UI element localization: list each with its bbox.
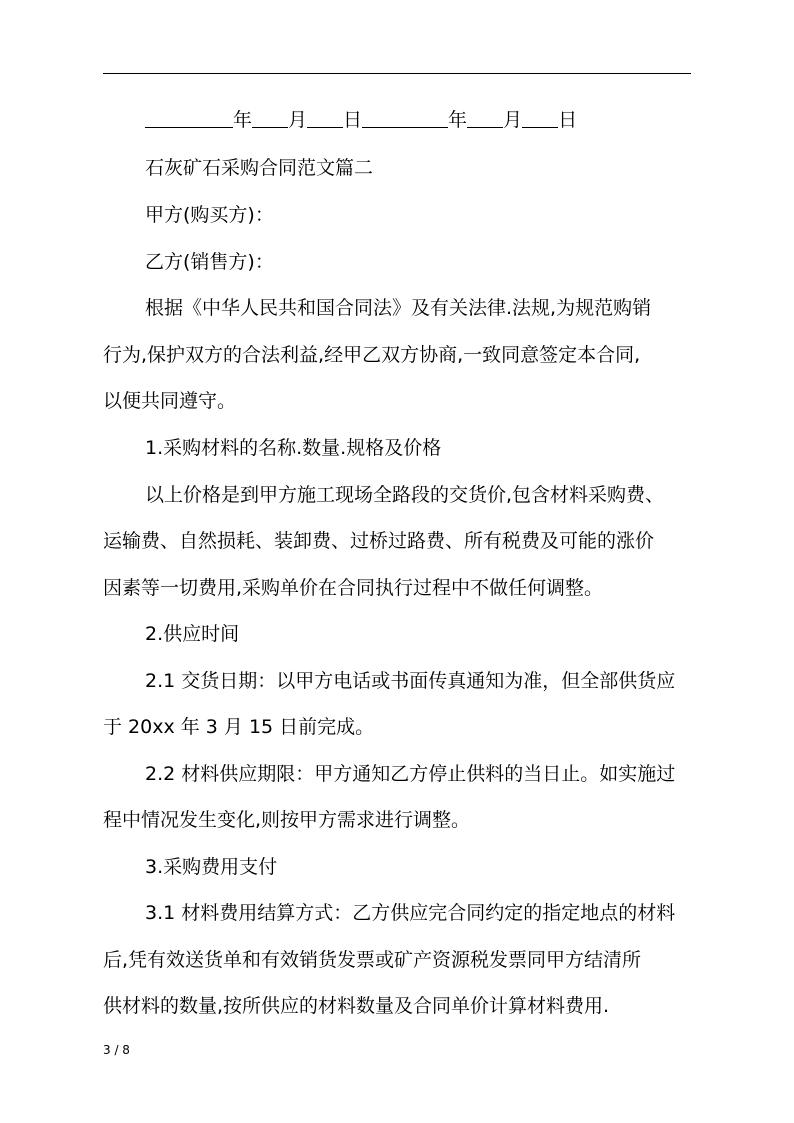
- section-1-line-1: 以上价格是到甲方施工现场全路段的交货价,包含材料采购费、: [145, 484, 665, 506]
- party-a-line: 甲方(购买方)：: [145, 204, 274, 226]
- blank-month-2: [467, 108, 503, 128]
- section-3-1-line-3: 供材料的数量,按所供应的材料数量及合同单价计算材料费用.: [103, 995, 610, 1017]
- section-2-1-line-1: 2.1 交货日期：以甲方电话或书面传真通知为准，但全部供货应: [145, 670, 676, 692]
- section-1-title: 1.采购材料的名称.数量.规格及价格: [145, 437, 442, 459]
- section-2-2-line-2: 程中情况发生变化,则按甲方需求进行调整。: [103, 809, 471, 831]
- signature-date-line: [145, 108, 577, 132]
- party-b-line: 乙方(销售方)：: [145, 251, 274, 273]
- section-3-1-line-1: 3.1 材料费用结算方式：乙方供应完合同约定的指定地点的材料: [145, 902, 676, 924]
- date-year-2: 年: [448, 109, 468, 131]
- section-3-1-line-2: 后,凭有效送货单和有效销货发票或矿产资源税发票同甲方结清所: [103, 949, 642, 971]
- section-2-title: 2.供应时间: [145, 623, 240, 645]
- blank-year-2: [362, 108, 448, 128]
- intro-line-1: 根据《中华人民共和国合同法》及有关法律.法规,为规范购销: [145, 297, 652, 319]
- section-1-line-3: 因素等一切费用,采购单价在合同执行过程中不做任何调整。: [103, 577, 604, 599]
- date-day-1: 日: [343, 109, 363, 131]
- blank-month-1: [252, 108, 288, 128]
- blank-day-1: [307, 108, 343, 128]
- section-2-2-line-1: 2.2 材料供应期限：甲方通知乙方停止供料的当日止。如实施过: [145, 763, 676, 785]
- blank-day-2: [522, 108, 558, 128]
- intro-line-3: 以便共同遵守。: [103, 390, 237, 412]
- page-number: 3 / 8: [103, 1043, 130, 1057]
- blank-year-1: [145, 108, 233, 128]
- section-3-title: 3.采购费用支付: [145, 856, 278, 878]
- date-month-2: 月: [503, 109, 523, 131]
- date-year-1: 年: [233, 109, 253, 131]
- section-2-1-line-2: 于 20xx 年 3 月 15 日前完成。: [103, 716, 375, 738]
- header-rule: [103, 73, 691, 74]
- section-1-line-2: 运输费、自然损耗、装卸费、过桥过路费、所有税费及可能的涨价: [103, 530, 655, 552]
- contract-heading: 石灰矿石采购合同范文篇二: [145, 157, 374, 179]
- intro-line-2: 行为,保护双方的合法利益,经甲乙双方协商,一致同意签定本合同,: [103, 344, 641, 366]
- date-month-1: 月: [288, 109, 308, 131]
- date-day-2: 日: [558, 109, 578, 131]
